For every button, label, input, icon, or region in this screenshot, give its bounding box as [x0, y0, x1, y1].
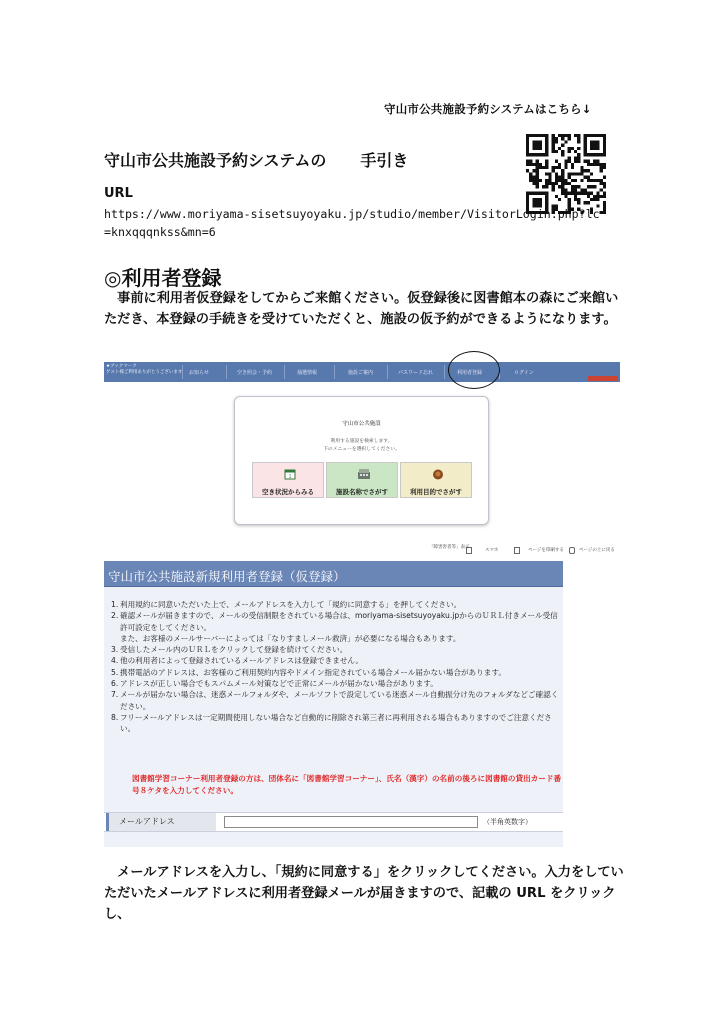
intro-paragraph: 事前に利用者仮登録をしてからご来館ください。仮登録後に図書館本の森にご来館いただき、本登録の手続きを受けていただくと、施設の仮予約ができるようになります。: [104, 291, 619, 327]
qr-code: [526, 134, 606, 214]
util-smartphone[interactable]: スマホ: [485, 548, 499, 553]
terms-item: 4. 他の利用者によって登録されているメールアドレスは登録できません。: [111, 656, 364, 666]
terms-list: [111, 599, 559, 735]
nav-lottery[interactable]: 抽選情報: [297, 370, 318, 376]
terms-item: 7. メールが届かない場合は、迷惑メールフォルダや、メールソフトで設定している迷惑メール自動振分け先のフォルダなどご確認ください。: [111, 690, 559, 711]
panel-line: 下のメニューを選択してください。: [323, 447, 400, 452]
email-row: [104, 812, 563, 832]
calendar-icon: [284, 468, 296, 480]
svg-text:1: 1: [288, 474, 292, 480]
util-accessibility[interactable]: 「障害害者等」表示: [429, 545, 470, 550]
registration-screenshot: [104, 542, 624, 847]
bookmark-label: ★ブックマーク ゲスト様ご利用ありがとうございます: [106, 364, 183, 375]
tile-label: 空き状況からみる: [262, 488, 314, 496]
portal-screenshot: [104, 360, 620, 530]
panel-line: 利用する施設を検索します。: [330, 439, 393, 444]
search-panel: [234, 396, 489, 525]
terms-item: 6. アドレスが正しい場合でもスパムメール対策などで正常にメールが届かない場合があります。: [111, 679, 438, 689]
registration-title: 守山市公共施設新規利用者登録（仮登録）: [108, 569, 346, 584]
highlight-circle: [448, 351, 500, 389]
terms-item: 5. 携帯電話のアドレスは、お客様のご利用契約内容やドメイン指定されている場合メール届かない場合があります。: [111, 667, 506, 677]
nav-bar: [104, 362, 620, 382]
registration-header: [104, 561, 563, 587]
terms-item: 2. 確認メールが届きますので、メールの受信制限をされている場合は、moriyama-sisetsuyoyaku.jpからのＵＲＬ付きメール受信許可設定をしてください。: [111, 611, 558, 632]
nav-password[interactable]: パスワード忘れ: [398, 370, 434, 376]
nav-news[interactable]: お知らせ: [189, 370, 209, 376]
tile-availability[interactable]: [252, 462, 324, 498]
tile-facility-name[interactable]: [326, 462, 398, 498]
building-icon: [358, 468, 370, 480]
terms-item: 1. 利用規約に同意いただいた上で、メールアドレスを入力して「規約に同意する」を押してください。: [111, 600, 462, 609]
util-print[interactable]: ページを印刷する: [528, 548, 564, 553]
tile-label: 施設名称でさがす: [336, 488, 388, 496]
baseball-glove-icon: [432, 468, 444, 480]
nav-user-registration[interactable]: 利用者登録: [457, 370, 483, 376]
library-note: 図書館学習コーナー利用者登録の方は、団体名に「図書館学習コーナー」、氏名（漢字）の名前の後ろに図書館の貸出カード番号８ケタを入力してください。: [132, 774, 562, 795]
registration-body: [104, 587, 563, 847]
nav-facilities[interactable]: 施設ご案内: [348, 370, 374, 376]
url-label: URL: [104, 186, 133, 201]
email-label: メールアドレス: [106, 813, 216, 831]
print-icon: [569, 547, 575, 554]
qr-caption: 守山市公共施設予約システムはこちら↓: [384, 102, 592, 116]
email-hint: （半角英数字）: [483, 818, 532, 826]
tile-label: 利用目的でさがす: [410, 488, 462, 496]
document-title: 守山市公共施設予約システムの 手引き: [104, 151, 409, 170]
terms-item: また、お客様のメールサーバーによっては「なりすましメール救済」が必要になる場合もあります。: [120, 633, 461, 643]
util-page-top[interactable]: ページの上に戻る: [579, 548, 615, 553]
terms-item: 8. フリーメールアドレスは一定期間使用しない場合など自動的に削除され第三者に再利用される場合もありますのでご注意ください。: [111, 712, 552, 734]
nav-login[interactable]: ログイン: [514, 370, 534, 376]
tile-purpose[interactable]: [400, 462, 472, 498]
nav-availability[interactable]: 空き照会・予約: [237, 370, 273, 376]
display-icon: [466, 547, 472, 554]
terms-item: 3. 受信したメール内のＵＲＬをクリックして登録を続けてください。: [111, 645, 348, 655]
utility-bar: [429, 544, 624, 558]
panel-title: 守山市公共施設: [342, 421, 381, 427]
nav-corner-badge: [588, 376, 618, 381]
system-url[interactable]: https://www.moriyama-sisetsuyoyaku.jp/studio/member/VisitorLogin.php?lc=knxqqqnkss&mn=6: [104, 207, 600, 239]
section-title: ◎利用者登録: [104, 266, 222, 290]
smartphone-icon: [514, 547, 520, 554]
instruction-paragraph: メールアドレスを入力し、「規約に同意する」をクリックしてください。入力をしていただいたメールアドレスに利用者登録メールが届きますので、記載の URL をクリックし、: [104, 865, 624, 922]
email-input[interactable]: [224, 816, 478, 828]
